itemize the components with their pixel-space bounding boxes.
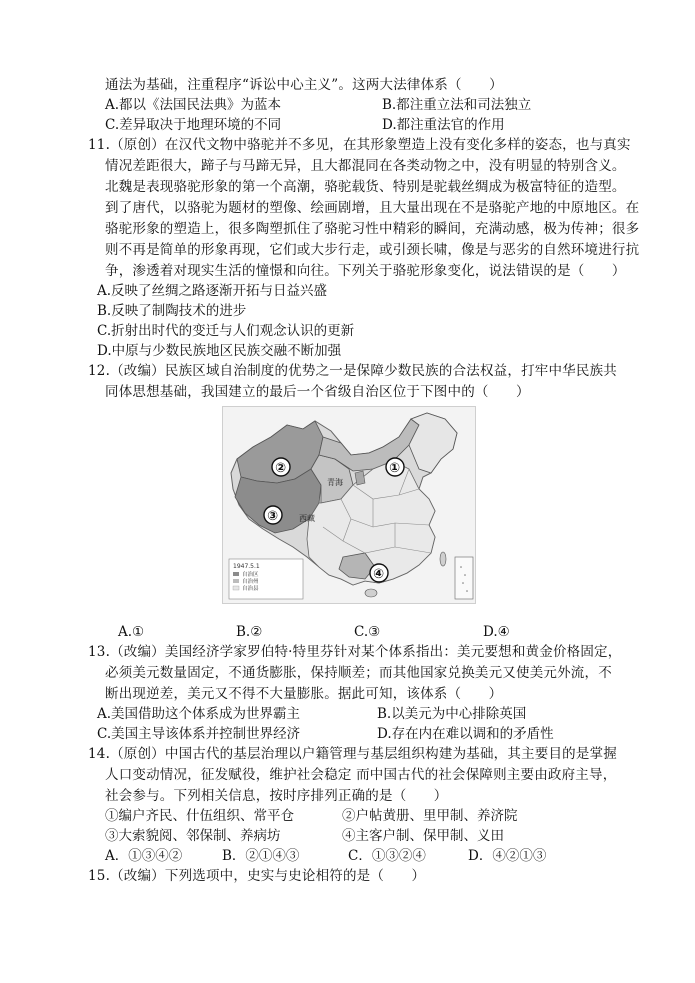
q12-option-b[interactable]: B.② xyxy=(236,624,263,640)
q15-stem: 15.（改编）下列选项中，史实与史论相符的是（ ） xyxy=(88,868,426,884)
map-label-qinghai: 青海 xyxy=(327,478,343,487)
q14-item: ①编户齐民、什伍组织、常平仓 xyxy=(105,808,294,824)
q14-stem-line: 社会参与。下列相关信息，按时序排列正确的是（ ） xyxy=(105,788,448,804)
q14-item: ②户帖黄册、里甲制、养济院 xyxy=(342,808,518,824)
q13-option-d[interactable]: D.存在内在难以调和的矛盾性 xyxy=(377,726,554,742)
q11-option-c[interactable]: C.折射出时代的变迁与人们观念认识的更新 xyxy=(97,323,355,339)
map-marker-1: ① xyxy=(389,461,401,476)
q13-stem-line: 必须美元数量固定，不通货膨胀，保持顺差；而其他国家兑换美元又使美元外流，不 xyxy=(105,665,612,681)
q12-option-c[interactable]: C.③ xyxy=(354,624,381,640)
map-marker-3: ③ xyxy=(267,509,279,524)
q11-option-d[interactable]: D.中原与少数民族地区民族交融不断加强 xyxy=(97,343,342,359)
legend-swatch-region xyxy=(233,572,239,576)
q14-option-b[interactable]: B．②①④③ xyxy=(222,848,300,864)
q14-option-a[interactable]: A．①③④② xyxy=(105,848,183,864)
legend-swatch-county xyxy=(233,586,239,590)
q14-item: ③大索貌阅、邻保制、养病坊 xyxy=(105,828,281,844)
q11-stem-line: 则不再是简单的形象再现，它们或大步行走，或引颈长啸，像是与恶劣的自然环境进行抗 xyxy=(105,242,640,258)
map-legend-date: 1947.5.1 xyxy=(233,563,260,570)
q10-option-a[interactable]: A.都以《法国民法典》为蓝本 xyxy=(105,97,282,113)
legend-swatch-prefecture xyxy=(233,579,239,583)
map-legend-item: 自治县 xyxy=(242,586,259,592)
q12-option-d[interactable]: D.④ xyxy=(483,624,510,640)
south-china-sea-inset xyxy=(455,557,473,599)
q11-stem-line: 争，渗透着对现实生活的憧憬和向往。下列关于骆驼形象变化，说法错误的是（ ） xyxy=(105,263,626,279)
q11-stem-line: 北魏是表现骆驼形象的第一个高潮，骆驼载货、特别是驼载丝绸成为极富特征的造型。 xyxy=(105,179,626,195)
q13-option-c[interactable]: C.美国主导该体系并控制世界经济 xyxy=(97,726,301,742)
china-map-svg xyxy=(223,407,475,603)
q13-stem-line: 断出现逆差，美元又不得不大量膨胀。据此可知，该体系（ ） xyxy=(105,686,503,702)
q10-option-c[interactable]: C.差异取决于地理环境的不同 xyxy=(105,117,282,133)
q14-item: ④主客户制、保甲制、义田 xyxy=(342,828,504,844)
q12-option-a[interactable]: A.① xyxy=(118,624,145,640)
q11-option-b[interactable]: B.反映了制陶技术的进步 xyxy=(97,303,247,319)
map-marker-2: ② xyxy=(275,461,287,476)
map-legend-item: 自治区 xyxy=(242,572,259,578)
q12-stem-line: 同体思想基础，我国建立的最后一个省级自治区位于下图中的（ ） xyxy=(105,384,530,400)
q13-option-a[interactable]: A.美国借助这个体系成为世界霸主 xyxy=(97,706,301,722)
q13-stem-line: 13.（改编）美国经济学家罗伯特·特里芬针对某个体系指出：美元要想和黄金价格固定， xyxy=(88,644,622,660)
q14-option-d[interactable]: D．④②①③ xyxy=(468,848,547,864)
map-marker-4: ④ xyxy=(373,567,385,582)
q13-option-b[interactable]: B.以美元为中心排除英国 xyxy=(377,706,527,722)
q10-option-d[interactable]: D.都注重法官的作用 xyxy=(382,117,505,133)
china-map-figure xyxy=(222,406,476,604)
q14-stem-line: 14.（原创）中国古代的基层治理以户籍管理与基层组织构建为基础，其主要目的是掌握 xyxy=(88,746,617,762)
q11-stem-line: 11.（原创）在汉代文物中骆驼并不多见，在其形象塑造上没有变化多样的姿态，也与真实 xyxy=(88,137,631,153)
q10-stem: 通法为基础，注重程序“诉讼中心主义”。这两大法律体系（ ） xyxy=(105,77,503,93)
q11-option-a[interactable]: A.反映了丝绸之路逐渐开拓与日益兴盛 xyxy=(97,283,328,299)
q14-option-c[interactable]: C．①③②④ xyxy=(348,848,426,864)
q12-stem-line: 12.（改编）民族区域自治制度的优势之一是保障少数民族的合法权益，打牢中华民族共 xyxy=(88,363,617,379)
q11-stem-line: 到了唐代，以骆驼为题材的塑像、绘画剧增，且大量出现在不是骆驼产地的中原地区。在 xyxy=(105,200,640,216)
map-label-tibet: 西藏 xyxy=(299,514,315,523)
q14-stem-line: 人口变动情况，征发赋役，维护社会稳定 而中国古代的社会保障则主要由政府主导， xyxy=(105,767,617,783)
q11-stem-line: 情况差距很大，蹄子与马蹄无异，且大都混同在各类动物之中，没有明显的特别含义。 xyxy=(105,158,626,174)
map-legend-item: 自治州 xyxy=(242,579,259,585)
q10-option-b[interactable]: B.都注重立法和司法独立 xyxy=(382,97,532,113)
q11-stem-line: 骆驼形象的塑造上，很多陶塑抓住了骆驼习性中精彩的瞬间，充满动感，极为传神；很多 xyxy=(105,221,640,237)
